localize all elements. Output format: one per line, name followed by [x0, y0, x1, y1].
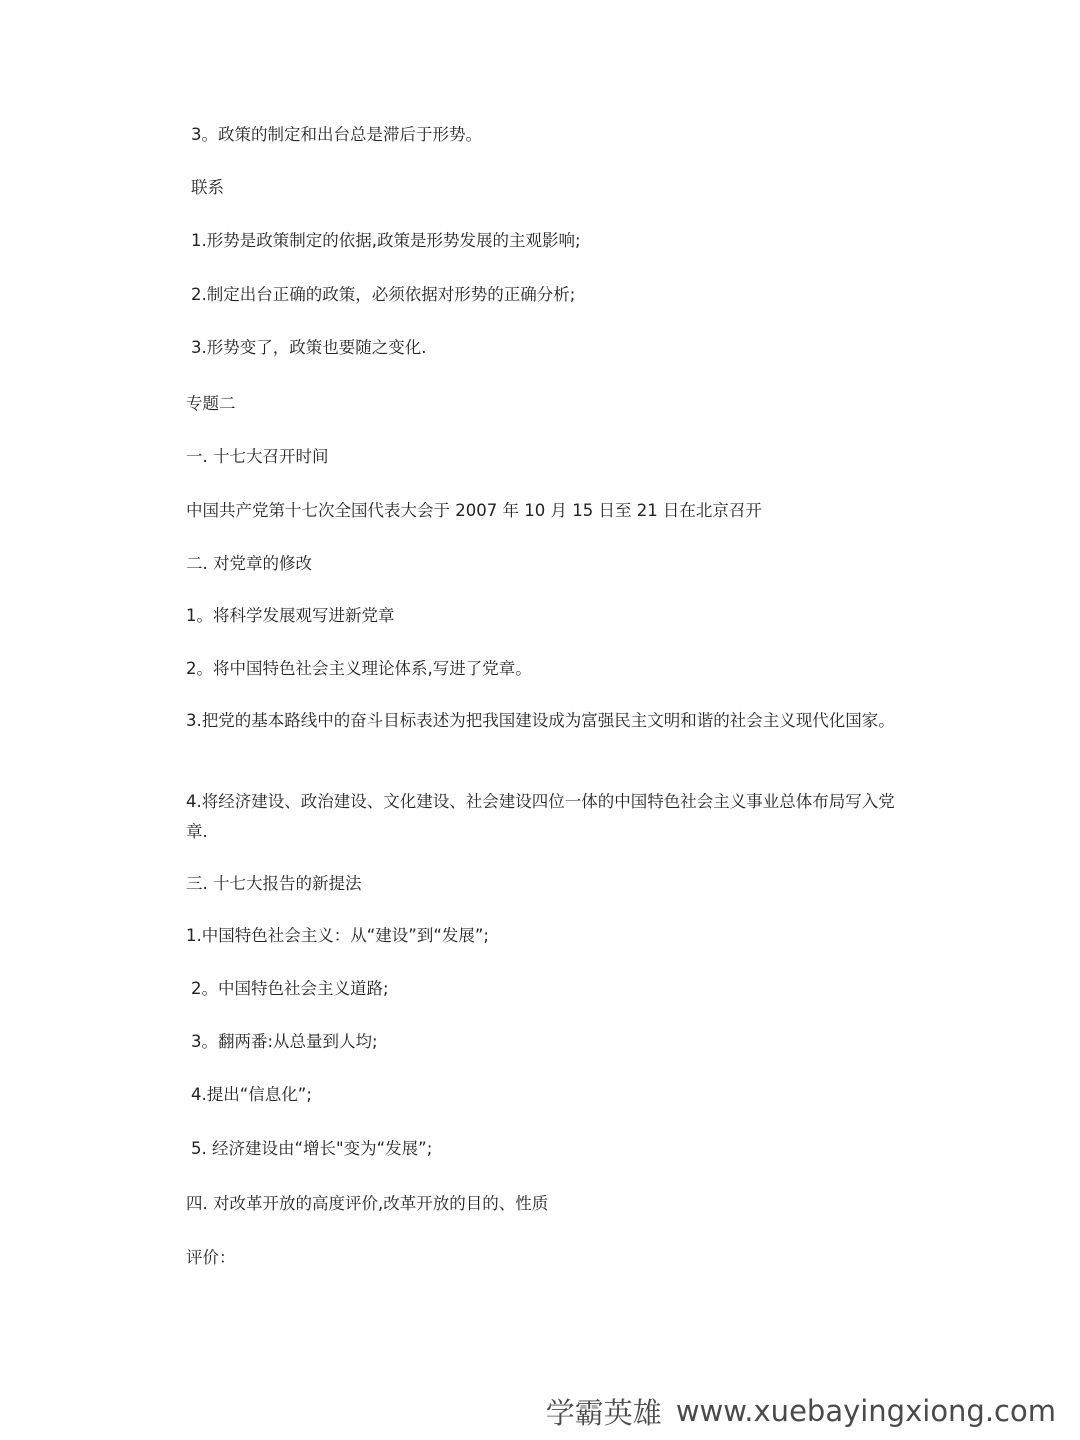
- paragraph: 3。政策的制定和出台总是滞后于形势。: [191, 125, 482, 144]
- section-heading: 二. 对党章的修改: [186, 554, 312, 573]
- paragraph: 3.形势变了，政策也要随之变化.: [191, 338, 427, 357]
- paragraph: 3.把党的基本路线中的奋斗目标表述为把我国建设成为富强民主文明和谐的社会主义现代化国家。: [186, 711, 895, 730]
- paragraph: 联系: [191, 178, 224, 197]
- footer-url[interactable]: www.xuebayingxiong.com: [675, 1394, 1056, 1428]
- paragraph: 1.形势是政策制定的依据,政策是形势发展的主观影响;: [191, 231, 581, 250]
- paragraph: 1.中国特色社会主义：从“建设”到“发展”;: [186, 926, 489, 945]
- paragraph: 2.制定出台正确的政策，必须依据对形势的正确分析;: [191, 285, 576, 304]
- paragraph: 4.提出“信息化”;: [191, 1085, 312, 1104]
- footer-watermark: [546, 1388, 1056, 1434]
- section-heading: 一. 十七大召开时间: [186, 447, 329, 466]
- paragraph: 2。将中国特色社会主义理论体系,写进了党章。: [186, 659, 532, 678]
- section-heading: 四. 对改革开放的高度评价,改革开放的目的、性质: [186, 1194, 549, 1213]
- paragraph: 5. 经济建设由“增长"变为“发展”;: [191, 1139, 433, 1158]
- section-heading: 专题二: [186, 394, 236, 413]
- paragraph: 4.将经济建设、政治建设、文化建设、社会建设四位一体的中国特色社会主义事业总体布局写入党章.: [186, 792, 895, 841]
- paragraph: 3。翻两番:从总量到人均;: [191, 1032, 378, 1051]
- section-heading: 三. 十七大报告的新提法: [186, 874, 362, 893]
- paragraph: 1。将科学发展观写进新党章: [186, 606, 395, 625]
- paragraph: 中国共产党第十七次全国代表大会于 2007 年 10 月 15 日至 21 日在北京召开: [186, 501, 762, 520]
- footer-brand: 学霸英雄: [545, 1395, 662, 1430]
- paragraph: 2。中国特色社会主义道路;: [191, 979, 389, 998]
- paragraph: 评价：: [186, 1248, 236, 1267]
